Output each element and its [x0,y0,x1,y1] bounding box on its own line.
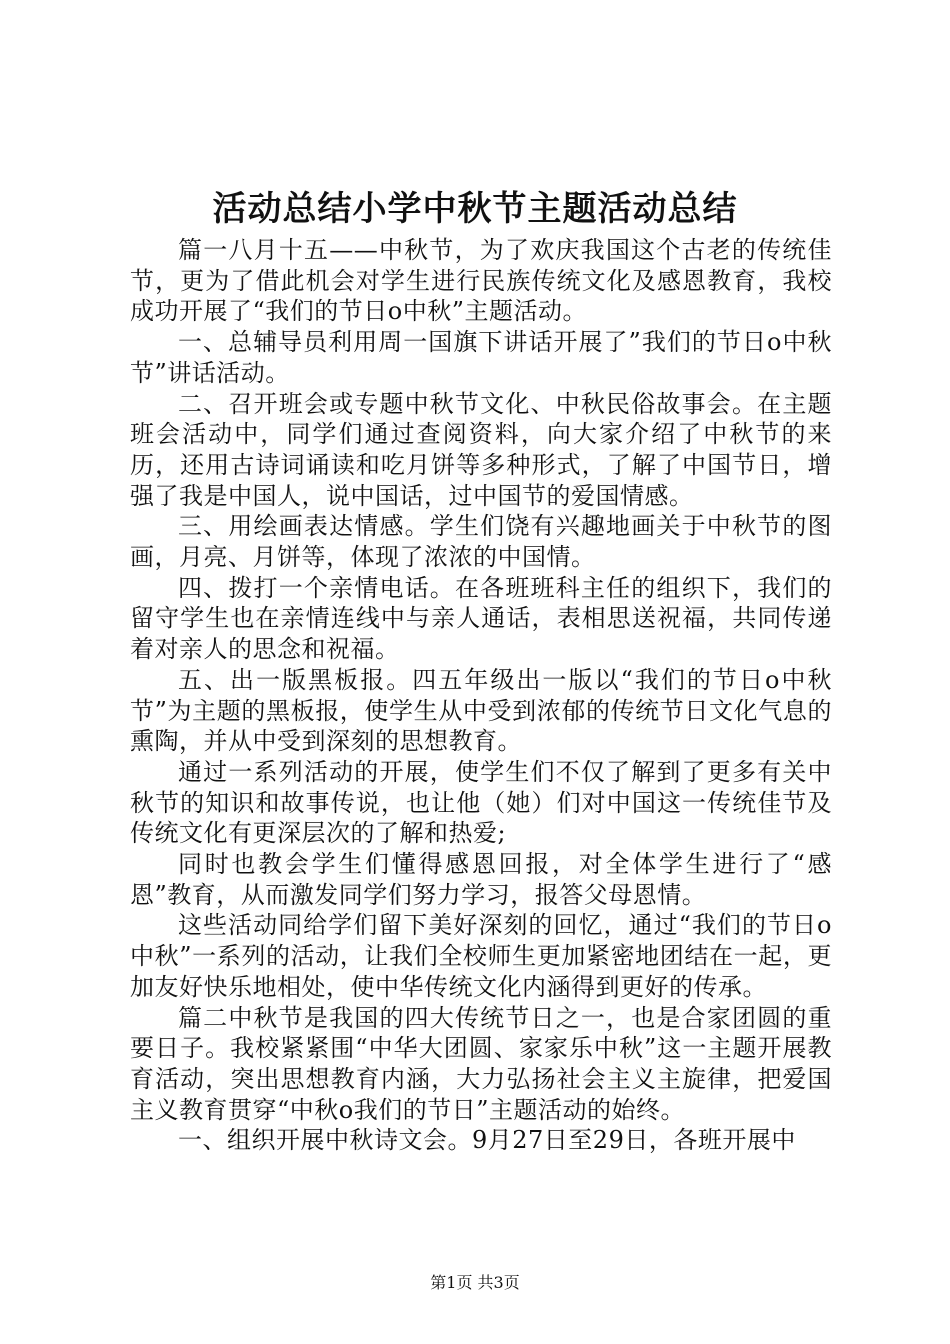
paragraph: 五、出一版黑板报。四五年级出一版以“我们的节日o中秋节”为主题的黑板报，使学生从中受到浓郁的传统节日文化气息的熏陶，并从中受到深刻的思想教育。 [130,665,832,756]
paragraph: 篇一八月十五——中秋节，为了欢庆我国这个古老的传统佳节，更为了借此机会对学生进行民族传统文化及感恩教育，我校成功开展了“我们的节日o中秋”主题活动。 [130,236,832,326]
paragraph: 一、总辅导员利用周一国旗下讲话开展了”我们的节日o中秋节”讲话活动。 [130,328,832,387]
document-title: 活动总结小学中秋节主题活动总结 [212,189,738,229]
paragraph: 三、用绘画表达情感。学生们饶有兴趣地画关于中秋节的图画，月亮、月饼等，体现了浓浓的中国情。 [130,512,832,572]
paragraph: 通过一系列活动的开展，使学生们不仅了解到了更多有关中秋节的知识和故事传说，也让他（她）们对中国这一传统佳节及传统文化有更深层次的了解和热爱; [130,757,832,848]
page-number-footer: 第1页 共3页 [430,1273,520,1292]
paragraph: 篇二中秋节是我国的四大传统节日之一，也是合家团圆的重要日子。我校紧紧围“中华大团圆、家家乐中秋”这一主题开展教育活动，突出思想教育内涵，大力弘扬社会主义主旋律，把爱国主义教育贯穿“中秋o我们的节日”主题活动的始终。 [130,1003,832,1124]
document-body [130,235,832,1156]
paragraph: 同时也教会学生们懂得感恩回报，对全体学生进行了“感恩”教育，从而激发同学们努力学习，报答父母恩情。 [130,850,832,909]
paragraph: 四、拨打一个亲情电话。在各班班科主任的组织下，我们的留守学生也在亲情连线中与亲人通话，表相思送祝福，共同传递着对亲人的思念和祝福。 [130,573,832,664]
paragraph: 二、召开班会或专题中秋节文化、中秋民俗故事会。在主题班会活动中，同学们通过查阅资料，向大家介绍了中秋节的来历，还用古诗词诵读和吃月饼等多种形式，了解了中国节日，增强了我是中国人，说中国话，过中国节的爱国情感。 [130,389,832,510]
paragraph: 这些活动同给学们留下美好深刻的回忆，通过“我们的节日o中秋”一系列的活动，让我们全校师生更加紧密地团结在一起，更加友好快乐地相处，使中华传统文化内涵得到更好的传承。 [130,911,832,1001]
paragraph: 一、组织开展中秋诗文会。9月27日至29日，各班开展中 [178,1126,796,1155]
